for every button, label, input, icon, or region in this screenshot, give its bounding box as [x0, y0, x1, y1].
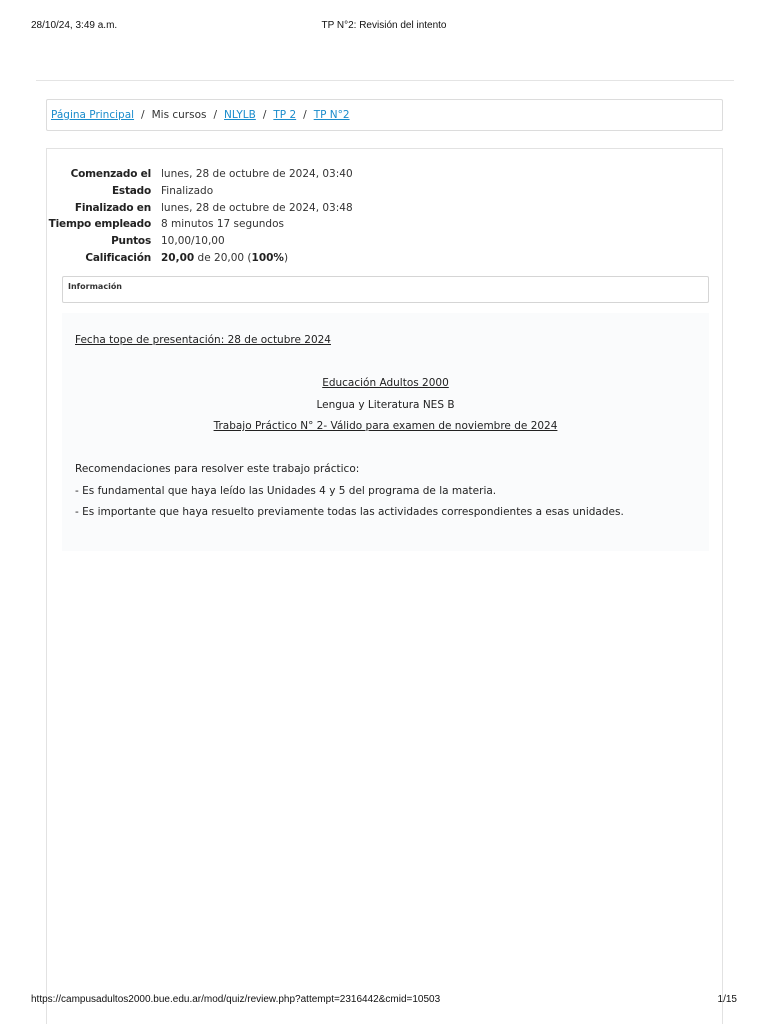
grade-label: Calificación [85, 251, 151, 264]
breadcrumb-quiz-link[interactable]: TP N°2 [313, 109, 350, 121]
summary-row-grade [47, 250, 722, 267]
breadcrumb-my-courses: Mis cursos [151, 109, 207, 121]
print-page-number: 1/15 [717, 994, 737, 1005]
summary-row-state [47, 183, 722, 200]
breadcrumb-separator: / [303, 109, 307, 121]
started-value: lunes, 28 de octubre de 2024, 03:40 [161, 168, 353, 180]
points-label: Puntos [111, 235, 151, 248]
breadcrumb-separator: / [262, 109, 267, 121]
grade-score: 20,00 [161, 251, 195, 264]
summary-row-time [47, 216, 722, 233]
header-divider [36, 80, 734, 81]
time-label: Tiempo empleado [48, 218, 151, 231]
breadcrumb-section-link[interactable]: TP 2 [273, 109, 297, 121]
grade-value [161, 250, 288, 267]
state-label: Estado [111, 184, 151, 197]
print-header [31, 20, 737, 34]
breadcrumb-course-link[interactable]: NLYLB [224, 109, 256, 121]
points-value: 10,00/10,00 [161, 235, 225, 248]
breadcrumb [46, 99, 723, 131]
started-label: Comenzado el [70, 168, 151, 180]
recommendations-intro: Recomendaciones para resolver este trabajo práctico: [75, 463, 360, 475]
quiz-review-card [46, 148, 723, 1024]
breadcrumb-separator: / [213, 109, 218, 121]
state-value: Finalizado [161, 184, 214, 197]
grade-of: de 20,00 ( [194, 251, 252, 264]
print-datetime: 28/10/24, 3:49 a.m. [31, 20, 118, 31]
print-url: https://campusadultos2000.bue.edu.ar/mod/quiz/review.php?attempt=2316442&cmid=10503 [31, 994, 441, 1005]
finished-value: lunes, 28 de octubre de 2024, 03:48 [161, 201, 353, 214]
subject-heading: Lengua y Literatura NES B [316, 399, 455, 411]
information-content [62, 313, 709, 551]
summary-row-started [47, 166, 722, 183]
grade-percent: 100% [251, 251, 284, 264]
information-block [62, 276, 709, 303]
recommendation-item: - Es importante que haya resuelto previamente todas las actividades correspondientes a esas unidades. [75, 506, 624, 518]
recommendation-item: - Es fundamental que haya leído las Unidades 4 y 5 del programa de la materia. [75, 485, 497, 497]
summary-row-finished [47, 200, 722, 217]
time-value: 8 minutos 17 segundos [161, 218, 284, 231]
assignment-heading: Trabajo Práctico N° 2- Válido para examen de noviembre de 2024 [213, 420, 558, 432]
institution-heading: Educación Adultos 2000 [322, 377, 449, 389]
information-label: Información [68, 282, 123, 291]
summary-row-points [47, 233, 722, 250]
deadline-text: Fecha tope de presentación: 28 de octubre 2024 [75, 334, 331, 346]
attempt-summary-table [47, 166, 722, 267]
print-title: TP N°2: Revisión del intento [321, 20, 447, 31]
print-footer [31, 994, 737, 1008]
finished-label: Finalizado en [74, 201, 151, 214]
breadcrumb-separator: / [141, 109, 145, 121]
grade-close: ) [283, 251, 289, 264]
breadcrumb-home-link[interactable]: Página Principal [51, 109, 135, 121]
